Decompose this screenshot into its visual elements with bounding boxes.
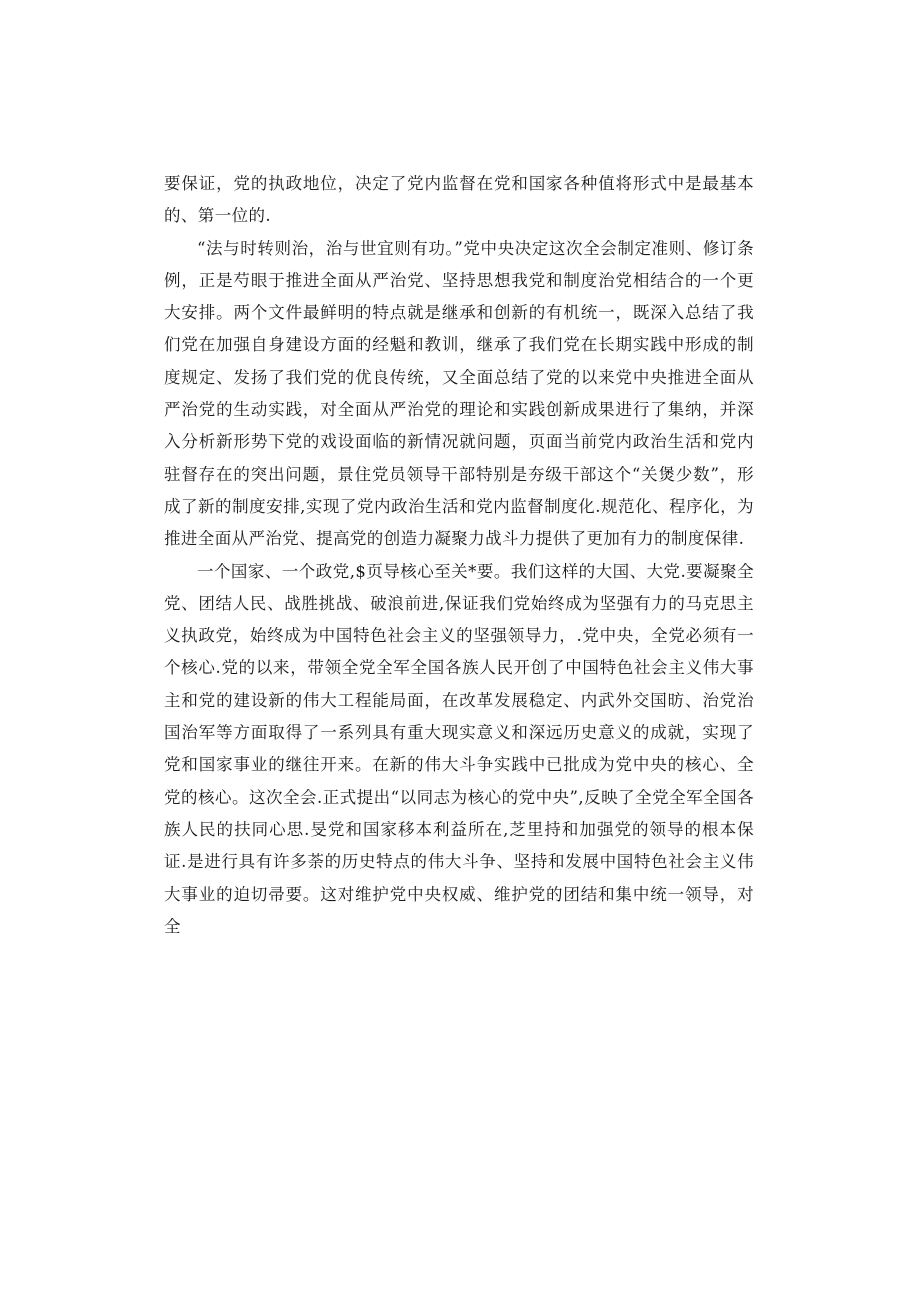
- document-body: [164, 168, 754, 943]
- paragraph-1: 要保证，党的执政地位，决定了党内监督在党和国家各种值将形式中是最基本的、第一位的.: [164, 174, 754, 226]
- paragraph-3: 一个国家、一个政党,$页导核心至关*要。我们这样的大国、大党.要凝聚全党、团结人民、战胜挑战、破浪前进,保证我们党始终成为坚强有力的马克思主义执政党，始终成为中国特色社会主义的坚强领导力，.党中央，全党必须有一个核心.党的以来，带领全党全军全国各族人民开创了中国特色社会主义伟大事主和党的建设新的伟大工程能局面，在改革发展稳定、内武外交国昉、治党治国治军等方面取得了一系列具有重大现实意义和深远历史意义的成就，实现了党和国家事业的继往开来。在新的伟大斗争实践中已批成为党中央的核心、全党的核心。这次全会.正式提出“以同志为核心的党中央”,反映了全党全军全国各族人民的扶同心思.旻党和国家移本利益所在,芝里持和加强党的领导的根本保证.是进行具有许多荼的历史特点的伟大斗争、坚持和发展中国特色社会主义伟大事业的迫切帚要。这对维护党中央权威、维护党的团结和集中统一领导，对全: [164, 561, 754, 936]
- paragraph-2: “法与时转则治，治与世宜则有功。”党中央决定这次全会制定准则、修订条例，正是芍眼于推进全面从严治党、坚持思想我党和制度治党相结合的一个更大安排。两个文件最鲜明的特点就是继承和创新的有机统一，既深入总结了我们党在加强自身建设方面的经魁和教训，继承了我们党在长期实践中形成的制度规定、发扬了我们党的优良传统，又全面总结了党的以来党中央推进全面从严治党的生动实践，对全面从严治党的理论和实践创新成果进行了集纳，并深入分析新形势下党的戏设面临的新情况就问题，页面当前党内政治生活和党内驻督存在的突出问题，景住党员领导干部特别是夯级干部这个“关煲少数”，形成了新的制度安排,实现了党内政治生活和党内监督制度化.规范化、程序化，为推进全面从严治党、提高党的创造力凝聚力战斗力提供了更加有力的制度保律.: [164, 238, 754, 549]
